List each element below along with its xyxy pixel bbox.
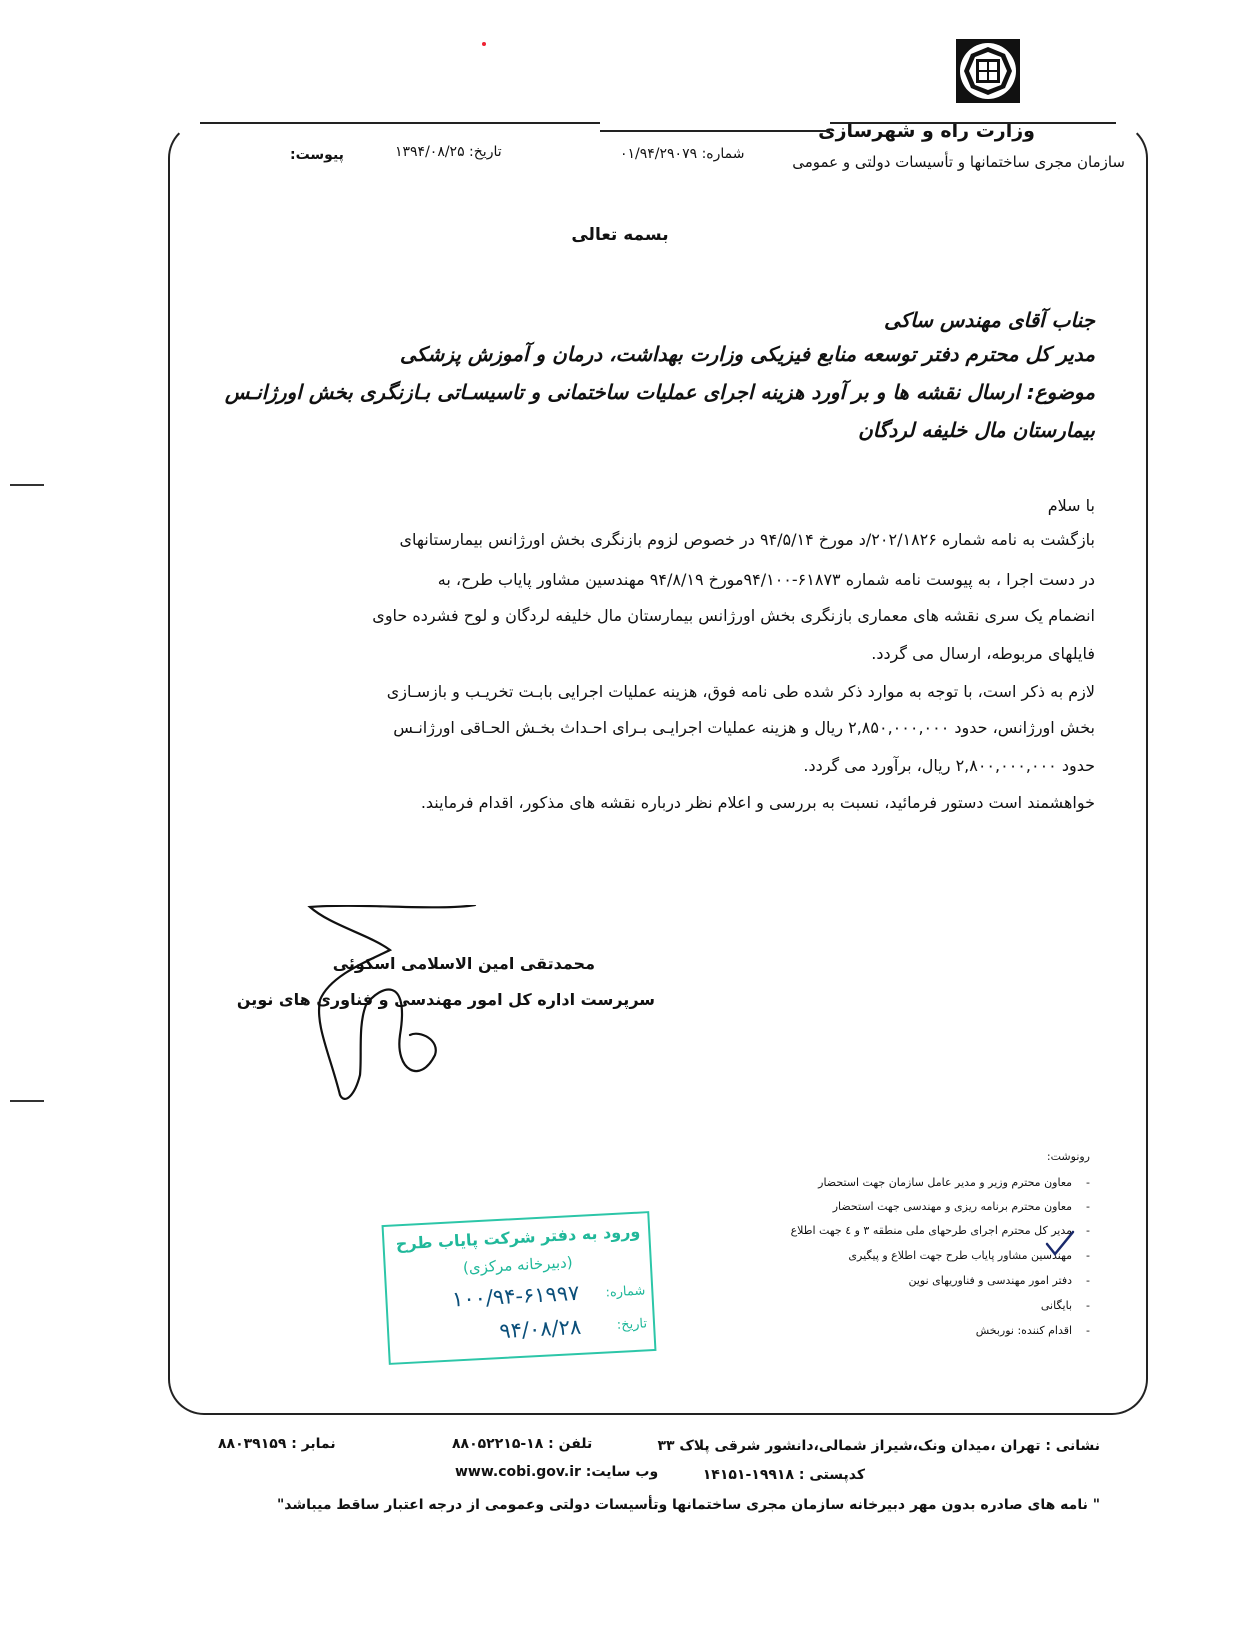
attachment-label: پیوست: xyxy=(290,147,344,163)
subject-line: موضوع: ارسال نقشه ها و بر آورد هزینه اجرای عملیات ساختمانی و تاسیسـاتی بـازنگری بخش اورژانـس xyxy=(224,380,1095,404)
received-stamp xyxy=(382,1211,657,1365)
greeting: با سلام xyxy=(1047,496,1095,515)
stamp-subtitle: (دبیرخانه مرکزی) xyxy=(462,1253,574,1277)
body-line: لازم به ذکر است، با توجه به موارد ذکر شده طی نامه فوق، هزینه عملیات اجرایی بابـت تخریـب و بازسـازی xyxy=(386,682,1095,701)
ink-dot xyxy=(482,42,486,46)
footer-website: وب سایت: www.cobi.gov.ir xyxy=(455,1464,659,1480)
ministry-name: وزارت راه و شهرسازی xyxy=(818,120,1035,142)
body-line: بخش اورژانس، حدود ۲,۸۵۰,۰۰۰,۰۰۰ ریال و هزینه عملیات اجرایـی بـرای احـداث بخـش الحـاقی اورژانـس xyxy=(393,718,1095,737)
cc-item: - مهندسین مشاور پایاب طرح جهت اطلاع و پیگیری xyxy=(848,1249,1090,1262)
basmala: بسمه تعالی xyxy=(571,225,669,245)
number-value: ۰۱/۹۴/۲۹۰۷۹ xyxy=(620,146,698,162)
body-line: بازگشت به نامه شماره ۲۰۲/۱۸۲۶/د مورخ ۹۴/۵/۱۴ در خصوص لزوم بازنگری بخش اورژانس بیمارستانهای xyxy=(399,530,1095,549)
stamp-number: ۱۰۰/۹۴-۶۱۹۹۷ xyxy=(451,1280,580,1312)
margin-mark xyxy=(10,1100,44,1102)
footer-postal-code: کدپستی : ۱۹۹۱۸-۱۴۱۵۱ xyxy=(702,1467,865,1483)
letter-frame-top xyxy=(200,122,600,124)
cc-item: - دفتر امور مهندسی و فناوریهای نوین xyxy=(908,1274,1090,1287)
number-label: شماره: xyxy=(701,146,745,162)
addressee-name: جناب آقای مهندس ساکی xyxy=(884,308,1095,332)
body-line: انضمام یک سری نقشه های معماری بازنگری بخش اورژانس بیمارستان مال خلیفه لردگان و لوح فشرده حاوی xyxy=(372,606,1095,625)
organization-name: سازمان مجری ساختمانها و تأسیسات دولتی و عمومی xyxy=(792,153,1125,171)
addressee-title: مدیر کل محترم دفتر توسعه منابع فیزیکی وزارت بهداشت، درمان و آموزش پزشکی xyxy=(399,342,1095,366)
body-line: حدود ۲,۸۰۰,۰۰۰,۰۰۰ ریال، برآورد می گردد. xyxy=(803,756,1095,775)
margin-mark xyxy=(10,484,44,486)
date-value: ۱۳۹۴/۰۸/۲۵ xyxy=(395,144,465,160)
cc-title: رونوشت: xyxy=(1046,1150,1090,1163)
body-line: فایلهای مربوطه، ارسال می گردد. xyxy=(871,644,1095,663)
letter-frame-top xyxy=(830,122,1116,124)
signatory-title: سرپرست اداره کل امور مهندسی و فناوری های نوین xyxy=(236,990,655,1009)
stamp-date: ۹۴/۰۸/۲۸ xyxy=(498,1314,582,1344)
stamp-date-label: تاریخ: xyxy=(616,1316,648,1333)
cc-item: - معاون محترم برنامه ریزی و مهندسی جهت استحضار xyxy=(832,1200,1090,1213)
body-line: خواهشمند است دستور فرمائید، نسبت به بررسی و اعلام نظر درباره نقشه های مذکور، اقدام فرمایند. xyxy=(420,793,1095,812)
checkmark-icon xyxy=(1045,1230,1075,1256)
footer-address: نشانی : تهران ،میدان ونک،شیراز شمالی،دانشور شرقی پلاک ۳۳ xyxy=(657,1438,1100,1454)
subject-line: بیمارستان مال خلیفه لردگان xyxy=(858,418,1095,442)
date-label: تاریخ: xyxy=(469,144,502,160)
footer-fax: نمابر : ۸۸۰۳۹۱۵۹ xyxy=(218,1436,336,1452)
footer-validity-note: " نامه های صادره بدون مهر دبیرخانه سازمان مجری ساختمانها وتأسیسات دولتی وعمومی از درجه اعتبار ساقط میباشد" xyxy=(277,1497,1100,1513)
cc-item: - معاون محترم وزیر و مدیر عامل سازمان جهت استحضار xyxy=(818,1176,1090,1189)
cc-item: - مدیر کل محترم اجرای طرحهای ملی منطقه ۳ و ٤ جهت اطلاع xyxy=(790,1224,1090,1237)
stamp-title: ورود به دفتر شرکت پایاب طرح xyxy=(395,1221,641,1254)
ministry-logo-icon xyxy=(955,38,1021,104)
body-line: در دست اجرا ، به پیوست نامه شماره ۶۱۸۷۳-۹۴/۱۰۰مورخ ۹۴/۸/۱۹ مهندسین مشاور پایاب طرح، به xyxy=(437,570,1095,589)
cc-item: - اقدام کننده: نوربخش xyxy=(975,1324,1090,1337)
cc-item: - بایگانی xyxy=(1040,1299,1090,1312)
footer-phone: تلفن : ۱۸-۸۸۰۵۲۲۱۵ xyxy=(452,1436,593,1452)
signatory-name: محمدتقی امین الاسلامی اسکوئی xyxy=(332,954,595,973)
stamp-number-label: شماره: xyxy=(605,1283,646,1301)
handwritten-signature-icon xyxy=(300,905,540,1115)
